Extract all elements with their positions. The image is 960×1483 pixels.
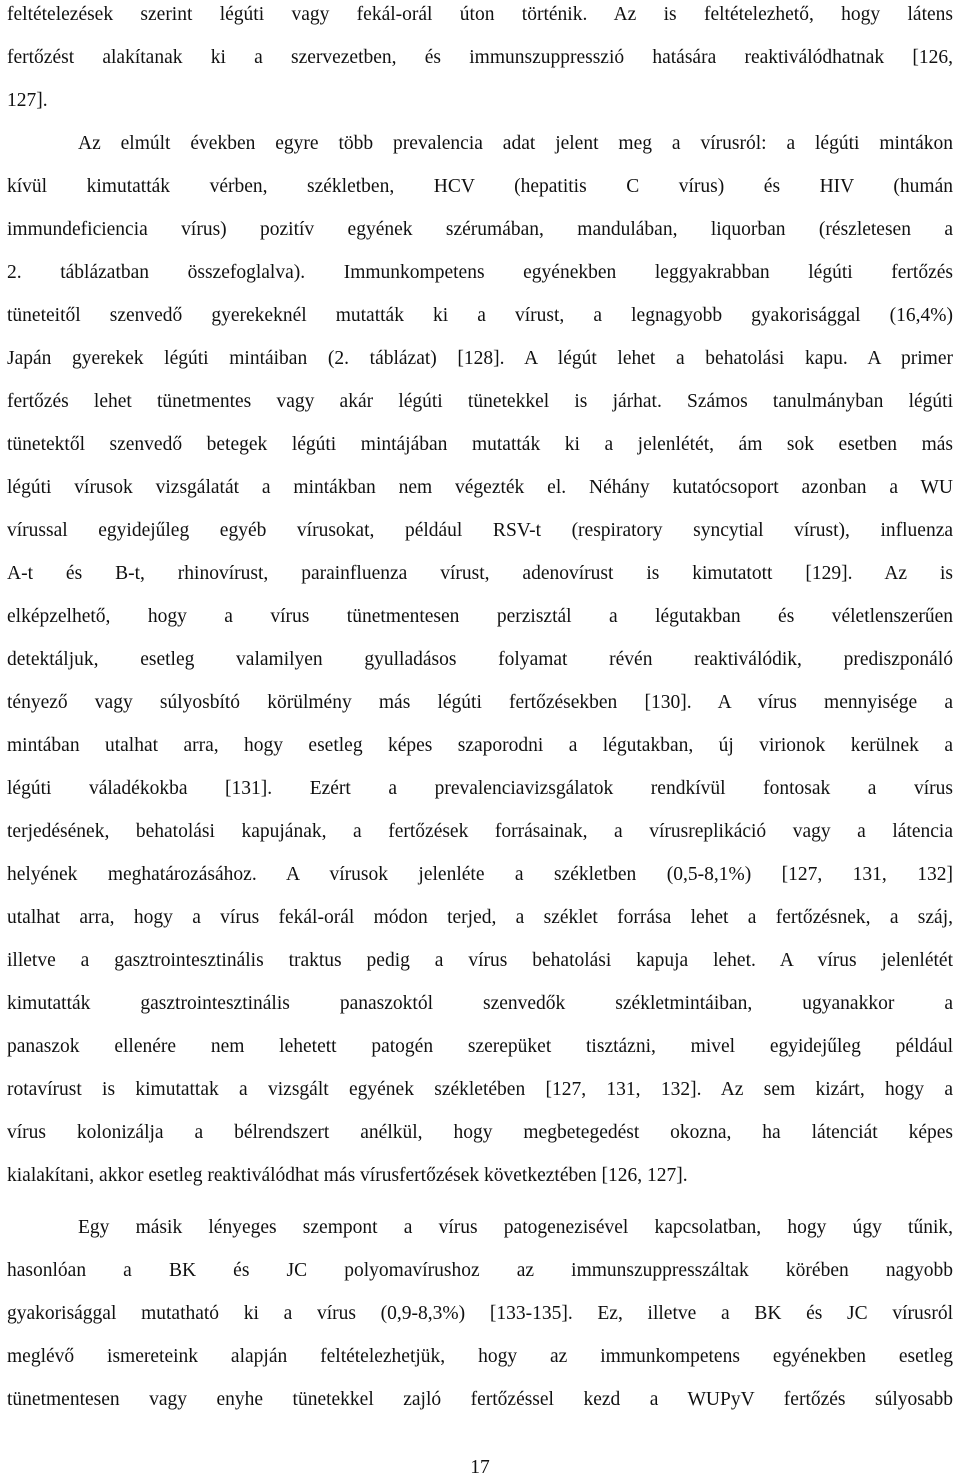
text-line: 2. táblázatban összefoglalva). Immunkompetens egyénekben leggyakrabban légúti fertőzés [7, 262, 953, 283]
text-line: fertőzés lehet tünetmentes vagy akár légúti tünetekkel is járhat. Számos tanulmányban légúti [7, 391, 953, 412]
text-line: légúti vírusok vizsgálatát a mintákban nem végezték el. Néhány kutatócsoport azonban a WU [7, 477, 953, 498]
text-line: feltételezések szerint légúti vagy fekál-orál úton történik. Az is feltételezhető, hogy látens [7, 4, 953, 25]
text-line: illetve a gasztrointesztinális traktus pedig a vírus behatolási kapuja lehet. A vírus jelenlétét [7, 950, 953, 971]
page-number: 17 [470, 1457, 490, 1478]
text-line: hasonlóan a BK és JC polyomavírushoz az immunszuppresszáltak körében nagyobb [7, 1260, 953, 1281]
text-line: terjedésének, behatolási kapujának, a fertőzések forrásainak, a vírusreplikáció vagy a látencia [7, 821, 953, 842]
text-line: kialakítani, akkor esetleg reaktiválódhat más vírusfertőzések következtében [126, 127]. [7, 1165, 688, 1186]
text-line: légúti váladékokba [131]. Ezért a prevalenciavizsgálatok rendkívül fontosak a vírus [7, 778, 953, 799]
text-line: fertőzést alakítanak ki a szervezetben, és immunszuppresszió hatására reaktiválódhatnak [126, [7, 47, 953, 68]
text-line: tényező vagy súlyosbító körülmény más légúti fertőzésekben [130]. A vírus mennyisége a [7, 692, 953, 713]
text-line: helyének meghatározásához. A vírusok jelenléte a székletben (0,5-8,1%) [127, 131, 132] [7, 864, 953, 885]
text-line: tüneteitől szenvedő gyerekeknél mutatták ki a vírust, a legnagyobb gyakorisággal (16,4%) [7, 305, 953, 326]
text-line: tünetektől szenvedő betegek légúti mintájában mutatták ki a jelenlétét, ám sok esetben más [7, 434, 953, 455]
text-line: mintában utalhat arra, hogy esetleg képes szaporodni a légutakban, új virionok kerülnek a [7, 735, 953, 756]
text-line: meglévő ismereteink alapján feltételezhetjük, hogy az immunkompetens egyénekben esetleg [7, 1346, 953, 1367]
text-line: utalhat arra, hogy a vírus fekál-orál módon terjed, a széklet forrása lehet a fertőzésnek, a száj, [7, 907, 953, 928]
text-line: Japán gyerekek légúti mintáiban (2. táblázat) [128]. A légút lehet a behatolási kapu. A primer [7, 348, 953, 369]
text-line: vírus kolonizálja a bélrendszert anélkül, hogy megbetegedést okozna, ha látenciát képes [7, 1122, 953, 1143]
paragraph-first-line: Az elmúlt években egyre több prevalencia adat jelent meg a vírusról: a légúti mintákon [78, 133, 953, 154]
text-line: detektáljuk, esetleg valamilyen gyulladásos folyamat révén reaktiválódik, prediszponáló [7, 649, 953, 670]
paragraph-first-line: Egy másik lényeges szempont a vírus patogenezisével kapcsolatban, hogy úgy tűnik, [78, 1217, 953, 1238]
text-line: kimutatták gasztrointesztinális panaszoktól szenvedők székletmintáiban, ugyanakkor a [7, 993, 953, 1014]
text-line: immundeficiencia vírus) pozitív egyének szérumában, mandulában, liquorban (részletesen a [7, 219, 953, 240]
text-line: tünetmentesen vagy enyhe tünetekkel zajló fertőzéssel kezd a WUPyV fertőzés súlyosabb [7, 1389, 953, 1410]
text-line: gyakorisággal mutatható ki a vírus (0,9-8,3%) [133-135]. Ez, illetve a BK és JC vírusról [7, 1303, 953, 1324]
text-line: 127]. [7, 90, 48, 111]
text-line: vírussal egyidejűleg egyéb vírusokat, például RSV-t (respiratory syncytial vírust), influenza [7, 520, 953, 541]
text-line: rotavírust is kimutattak a vizsgált egyének székletében [127, 131, 132]. Az sem kizárt, hogy a [7, 1079, 953, 1100]
text-line: panaszok ellenére nem lehetett patogén szerepüket tisztázni, mivel egyidejűleg például [7, 1036, 953, 1057]
text-line: A-t és B-t, rhinovírust, parainfluenza vírust, adenovírust is kimutatott [129]. Az is [7, 563, 953, 584]
text-line: kívül kimutatták vérben, székletben, HCV (hepatitis C vírus) és HIV (humán [7, 176, 953, 197]
text-line: elképzelhető, hogy a vírus tünetmentesen perzisztál a légutakban és véletlenszerűen [7, 606, 953, 627]
